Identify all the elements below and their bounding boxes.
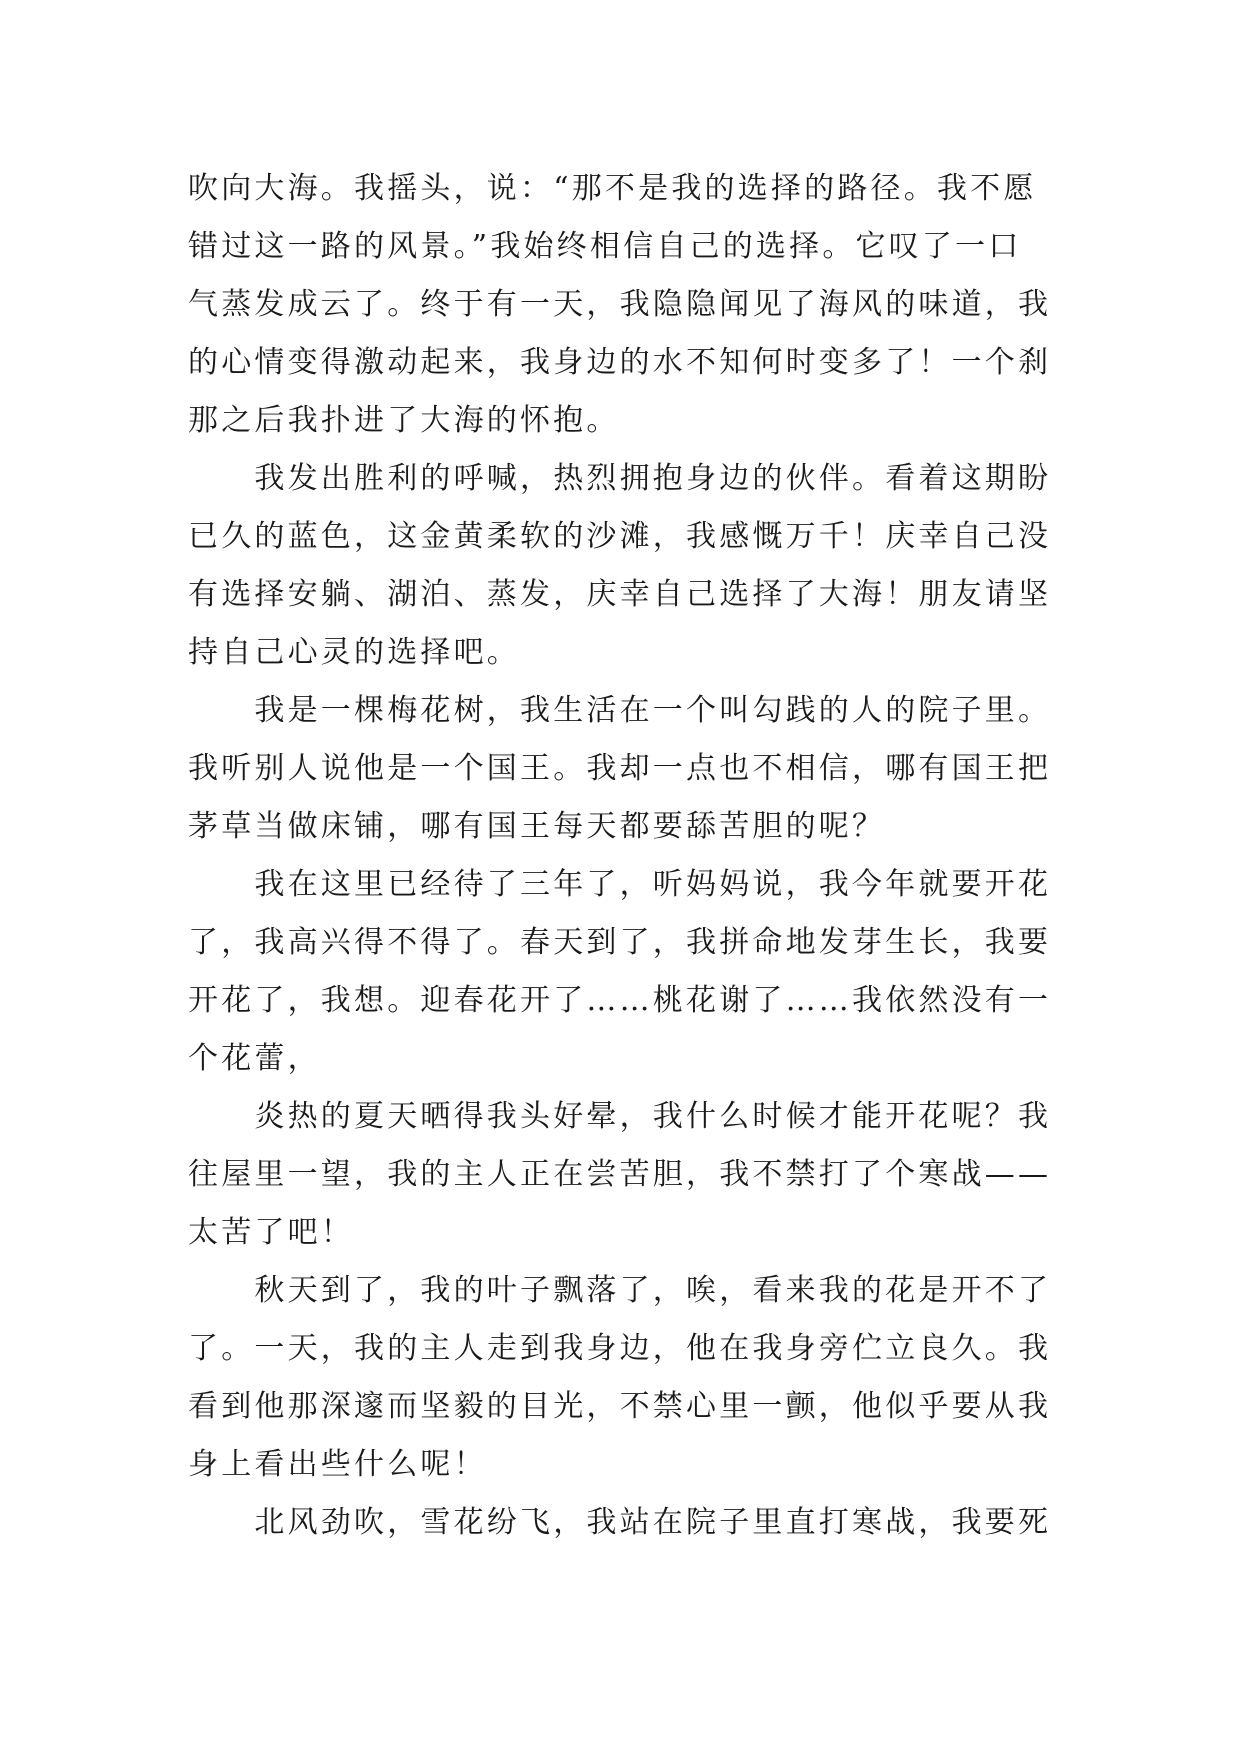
text-line: 北风劲吹，雪花纷飞，我站在院子里直打寒战，我要死 (188, 1505, 1052, 1540)
text-line: 秋天到了，我的叶子飘落了，唉，看来我的花是开不了 (188, 1273, 1052, 1308)
text-line: 吹向大海。我摇头，说：“那不是我的选择的路径。我不愿 (188, 171, 1037, 206)
text-line: 了。一天，我的主人走到我身边，他在我身旁伫立良久。我 (188, 1331, 1052, 1366)
text-line: 我在这里已经待了三年了，听妈妈说，我今年就要开花 (188, 867, 1052, 902)
text-line: 已久的蓝色，这金黄柔软的沙滩，我感慨万千！庆幸自己没 (188, 519, 1052, 554)
body-text (188, 160, 1058, 1552)
text-line: 气蒸发成云了。终于有一天，我隐隐闻见了海风的味道，我 (188, 287, 1052, 322)
text-line: 个花蕾， (188, 1041, 321, 1076)
text-line: 炎热的夏天晒得我头好晕，我什么时候才能开花呢？我 (188, 1099, 1052, 1134)
text-line: 我听别人说他是一个国王。我却一点也不相信，哪有国王把 (188, 751, 1052, 786)
text-line: 那之后我扑进了大海的怀抱。 (188, 403, 620, 438)
text-line: 茅草当做床铺，哪有国王每天都要舔苦胆的呢？ (188, 809, 886, 844)
text-line: 错过这一路的风景。”我始终相信自己的选择。它叹了一口 (188, 229, 1022, 264)
text-line: 我是一棵梅花树，我生活在一个叫勾践的人的院子里。 (188, 693, 1052, 728)
text-line: 的心情变得激动起来，我身边的水不知何时变多了！一个刹 (188, 345, 1052, 380)
text-line: 有选择安躺、湖泊、蒸发，庆幸自己选择了大海！朋友请坚 (188, 577, 1052, 612)
text-line: 我发出胜利的呼喊，热烈拥抱身边的伙伴。看着这期盼 (188, 461, 1052, 496)
text-line: 持自己心灵的选择吧。 (188, 635, 520, 670)
text-line: 往屋里一望，我的主人正在尝苦胆，我不禁打了个寒战—— (188, 1157, 1052, 1192)
text-line: 身上看出些什么呢！ (188, 1447, 487, 1482)
text-line: 太苦了吧！ (188, 1215, 354, 1250)
text-line: 开花了，我想。迎春花开了……桃花谢了……我依然没有一 (188, 983, 1052, 1018)
text-line: 看到他那深邃而坚毅的目光，不禁心里一颤，他似乎要从我 (188, 1389, 1052, 1424)
text-line: 了，我高兴得不得了。春天到了，我拼命地发芽生长，我要 (188, 925, 1052, 960)
